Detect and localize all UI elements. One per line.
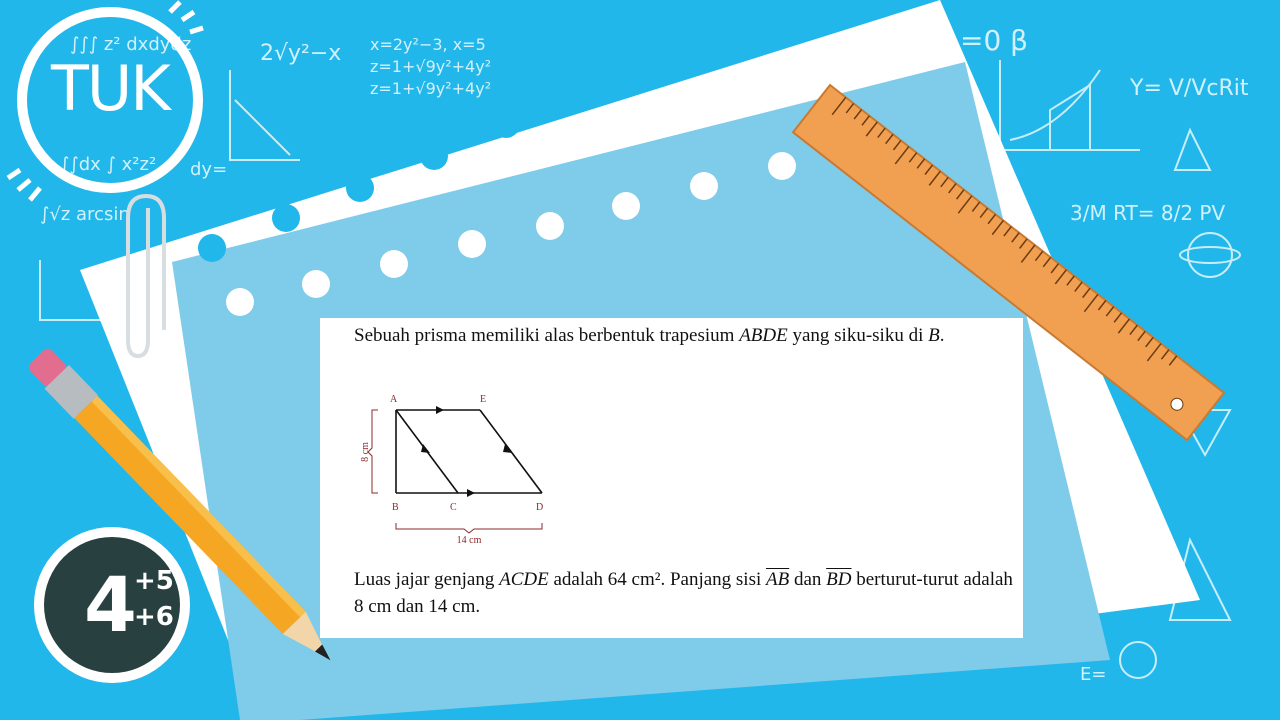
dimension-marks — [368, 410, 542, 533]
label-c: C — [450, 502, 457, 513]
label-a: A — [390, 394, 398, 405]
arrow-marks — [421, 406, 512, 497]
problem-card — [320, 318, 1023, 638]
svg-text:z=1+√9y²+4y²: z=1+√9y²+4y² — [370, 57, 492, 76]
edge-ed — [480, 410, 542, 493]
intro-vertex: B — [928, 325, 940, 346]
height-label: 8 cm — [360, 442, 371, 462]
base-label: 14 cm — [456, 535, 482, 546]
svg-text:∫√z arcsin: ∫√z arcsin — [40, 204, 130, 225]
badge-plus5: +5 — [134, 566, 174, 596]
intro-shape: ABDE — [739, 325, 788, 346]
badge-number: 4 — [84, 560, 137, 649]
svg-text:x=2y²−3, x=5: x=2y²−3, x=5 — [370, 35, 486, 54]
svg-text:E=: E= — [1080, 664, 1107, 685]
given-shape: ACDE — [499, 569, 549, 590]
svg-text:2√y²−x: 2√y²−x — [260, 41, 342, 66]
given-text-b: adalah 64 cm². Panjang sisi — [548, 569, 766, 590]
svg-text:Y= V/VcRit: Y= V/VcRit — [1130, 76, 1249, 101]
problem-intro — [354, 322, 1014, 349]
label-e: E — [480, 394, 487, 405]
segment-ab: $\overline{AB}$ — [766, 569, 790, 590]
intro-text-c: . — [939, 325, 945, 346]
svg-text:3/M RT= 8/2 PV: 3/M RT= 8/2 PV — [1070, 201, 1226, 225]
svg-text:z=1+√9y²+4y²: z=1+√9y²+4y² — [370, 79, 492, 98]
segment-bd: $\overline{BD}$ — [826, 569, 852, 590]
svg-text:∫∫∫ z² dxdydz: ∫∫∫ z² dxdydz — [70, 34, 192, 55]
intro-text-b: yang siku-siku di — [787, 325, 929, 346]
problem-given — [354, 566, 1014, 620]
svg-text:∫∫dx ∫ x²z²: ∫∫dx ∫ x²z² — [60, 154, 157, 175]
label-d: D — [536, 502, 544, 513]
svg-text:dy=: dy= — [190, 159, 228, 180]
trapezoid-figure — [356, 390, 556, 550]
given-text-d: berturut-turut adalah 8 cm dan 14 cm. — [354, 569, 1013, 617]
badge-plus6: +6 — [134, 602, 174, 632]
logo-text: TUK — [51, 52, 169, 125]
svg-text:=0 β: =0 β — [960, 24, 1029, 57]
label-b: B — [392, 502, 399, 513]
given-text-c: dan — [789, 569, 827, 590]
given-text-a: Luas jajar genjang — [354, 569, 500, 590]
intro-text-a: Sebuah prisma memiliki alas berbentuk trapesium — [354, 325, 740, 346]
